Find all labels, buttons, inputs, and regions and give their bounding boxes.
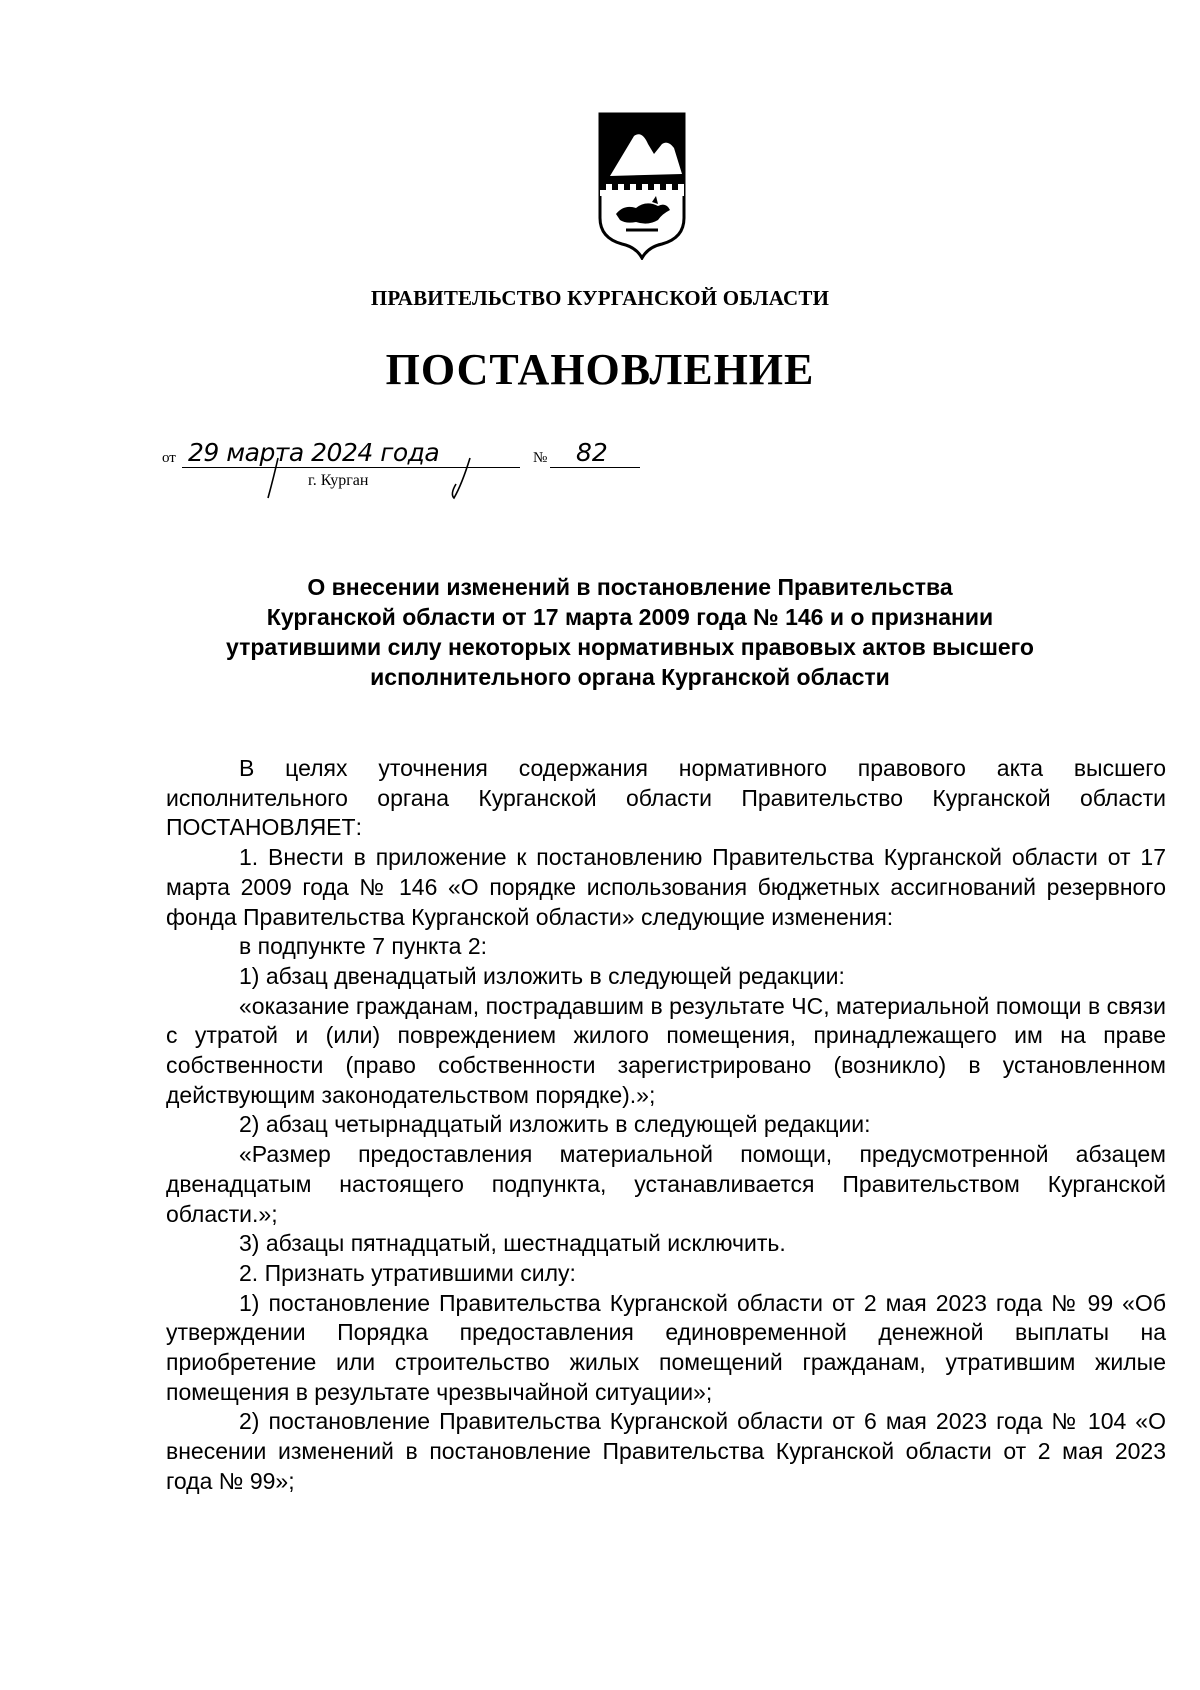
from-label: от: [162, 450, 176, 466]
title-line: Курганской области от 17 марта 2009 года № 146 и о признании: [266, 604, 994, 630]
kurgan-coat-of-arms-icon: [596, 110, 688, 260]
organization-name: ПРАВИТЕЛЬСТВО КУРГАНСКОЙ ОБЛАСТИ: [370, 286, 830, 310]
handwriting-strokes: [162, 440, 662, 500]
paragraph: «Размер предоставления материальной помощи, предусмотренной абзацем двенадцатым настоящего подпункта, устанавливается Правительством Курганской области.»;: [166, 1141, 1166, 1227]
paragraph: 3) абзацы пятнадцатый, шестнадцатый исключить.: [239, 1230, 786, 1257]
paragraph: «оказание гражданам, пострадавшим в результате ЧС, материальной помощи в связи с утратой и (или) повреждением жилого помещения, принадлежащего им на праве собственности (право собственности зарегистрировано (возникло) в установленном действующим законодательством порядке).»;: [166, 992, 1166, 1108]
number-label: №: [533, 450, 548, 466]
title-line: исполнительного органа Курганской области: [370, 664, 890, 690]
paragraph: 1) абзац двенадцатый изложить в следующей редакции:: [239, 962, 845, 989]
paragraph: в подпункте 7 пункта 2:: [239, 933, 488, 960]
paragraph: В целях уточнения содержания нормативного правового акта высшего исполнительного органа Курганской области Правительство Курганской области ПОСТАНОВЛЯЕТ:: [166, 755, 1166, 841]
paragraph: 2) абзац четырнадцатый изложить в следующей редакции:: [239, 1111, 871, 1138]
handwritten-number: 82: [576, 438, 608, 467]
date-number-line: [162, 440, 662, 500]
title-line: утратившими силу некоторых нормативных правовых актов высшего: [226, 634, 1034, 660]
document-title: [150, 572, 1110, 692]
paragraph: 1) постановление Правительства Курганской области от 2 мая 2023 года № 99 «Об утверждении Порядка предоставления единовременной денежной выплаты на приобретение или строительство жилых помещений гражданам, утратившим жилые помещения в результате чрезвычайной ситуации»;: [166, 1289, 1166, 1405]
city-label: г. Курган: [308, 472, 369, 489]
document-body: [166, 754, 1166, 1497]
paragraph: 1. Внести в приложение к постановлению Правительства Курганской области от 17 марта 2009 года № 146 «О порядке использования бюджетных ассигнований резервного фонда Правительства Курганской области» следующие изменения:: [166, 844, 1166, 930]
paragraph: 2) постановление Правительства Курганской области от 6 мая 2023 года № 104 «О внесении изменений в постановление Правительства Курганской области от 2 мая 2023 года № 99»;: [166, 1408, 1166, 1494]
handwritten-date: 29 марта 2024 года: [188, 438, 440, 467]
paragraph: 2. Признать утратившими силу:: [239, 1259, 576, 1286]
document-type: ПОСТАНОВЛЕНИЕ: [385, 345, 815, 394]
title-line: О внесении изменений в постановление Правительства: [307, 574, 953, 600]
